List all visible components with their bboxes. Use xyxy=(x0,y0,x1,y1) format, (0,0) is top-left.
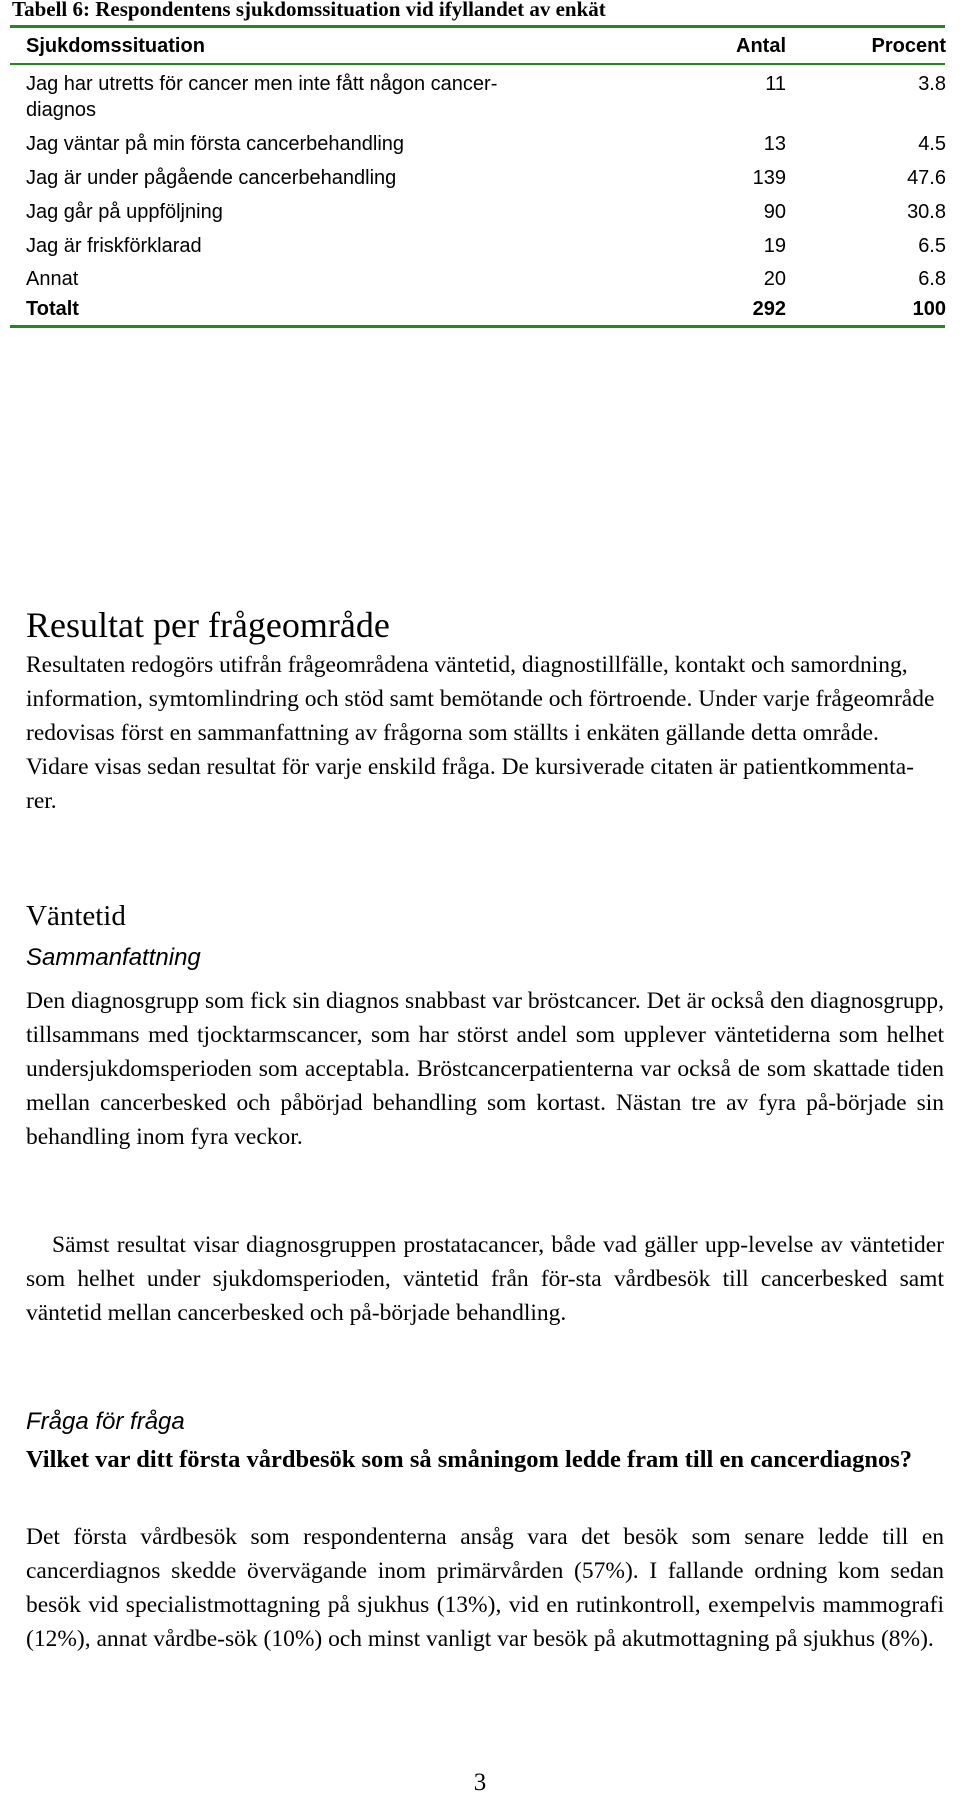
table-bottom-rule xyxy=(10,325,945,328)
answer-paragraph: Det första vårdbesök som respondenterna ansåg vara det besök som senare ledde till en cancerdiagnos skedde övervägande inom primärvården (57%). I fallande ordning kom sedan besök vid specialistmottagning på sjukhus (13%), vid en rutinkontroll, exempelvis mammografi (12%), annat vårdbe-sök (10%) och minst vanligt var besök på akutmottagning på sjukhus (8%). xyxy=(26,1524,944,1652)
row-percent: 4.5 xyxy=(918,133,946,155)
row-count: 13 xyxy=(763,133,786,155)
table-top-rule xyxy=(10,25,945,28)
page-number: 3 xyxy=(473,1769,487,1796)
section-heading: Resultat per frågeområde xyxy=(26,605,390,645)
table-header-rule xyxy=(10,63,945,65)
row-percent: 3.8 xyxy=(918,73,946,95)
row-label: Jag väntar på min första cancerbehandling xyxy=(26,133,405,155)
row-count: 139 xyxy=(752,167,786,189)
row-label: Jag har utretts för cancer men inte fått någon cancer- diagnos xyxy=(26,73,498,121)
row-count: 20 xyxy=(763,268,786,290)
summary-paragraph-2: Sämst resultat visar diagnosgruppen prostatacancer, både vad gäller upp-levelse av väntetider som helhet under sjukdomsperioden, väntetid från för-sta vårdbesök till cancerbesked samt väntetid mellan cancerbesked och på-började behandling. xyxy=(26,1232,944,1326)
row-label: Jag går på uppföljning xyxy=(26,201,223,223)
summary-heading: Sammanfattning xyxy=(26,944,201,971)
row-count: 11 xyxy=(765,73,786,95)
row-label: Jag är under pågående cancerbehandling xyxy=(26,167,397,189)
table-title: Tabell 6: Respondentens sjukdomssituation vid ifyllandet av enkät xyxy=(12,0,606,21)
row-percent: 6.5 xyxy=(918,235,946,257)
row-count: 90 xyxy=(763,201,786,223)
row-label: Annat xyxy=(26,268,79,290)
question-by-question-heading: Fråga för fråga xyxy=(26,1408,185,1435)
total-label: Totalt xyxy=(26,298,79,320)
row-percent: 30.8 xyxy=(907,201,946,223)
header-label: Sjukdomssituation xyxy=(26,35,205,57)
question-heading: Vilket var ditt första vårdbesök som så småningom ledde fram till en cancerdiagnos? xyxy=(26,1446,913,1473)
row-percent: 6.8 xyxy=(918,268,946,290)
row-label: Jag är friskförklarad xyxy=(26,235,202,257)
section-intro-paragraph: Resultaten redogörs utifrån frågeområdena väntetid, diagnostillfälle, kontakt och samordning, information, symtomlindring och stöd samt bemötande och förtroende. Under varje frågeområde redovisas först en sammanfattning av frågorna som ställts i enkäten gällande detta område. Vidare visas sedan resultat för varje enskild fråga. De kursiverade citaten är patientkommenta-rer. xyxy=(26,652,935,814)
total-count: 292 xyxy=(752,298,786,320)
row-count: 19 xyxy=(763,235,786,257)
row-percent: 47.6 xyxy=(907,167,946,189)
header-percent: Procent xyxy=(871,35,946,57)
summary-paragraph: Den diagnosgrupp som fick sin diagnos snabbast var bröstcancer. Det är också den diagnosgrupp, tillsammans med tjocktarmscancer, som har störst andel som upplever väntetiderna som helhet undersjukdomsperioden som acceptabla. Bröstcancerpatienterna var också de som skattade tiden mellan cancerbesked och påbörjad behandling som kortast. Nästan tre av fyra på-började sin behandling inom fyra veckor. xyxy=(26,988,944,1150)
header-count: Antal xyxy=(736,35,786,57)
subsection-heading: Väntetid xyxy=(26,900,126,932)
total-percent: 100 xyxy=(912,298,946,320)
